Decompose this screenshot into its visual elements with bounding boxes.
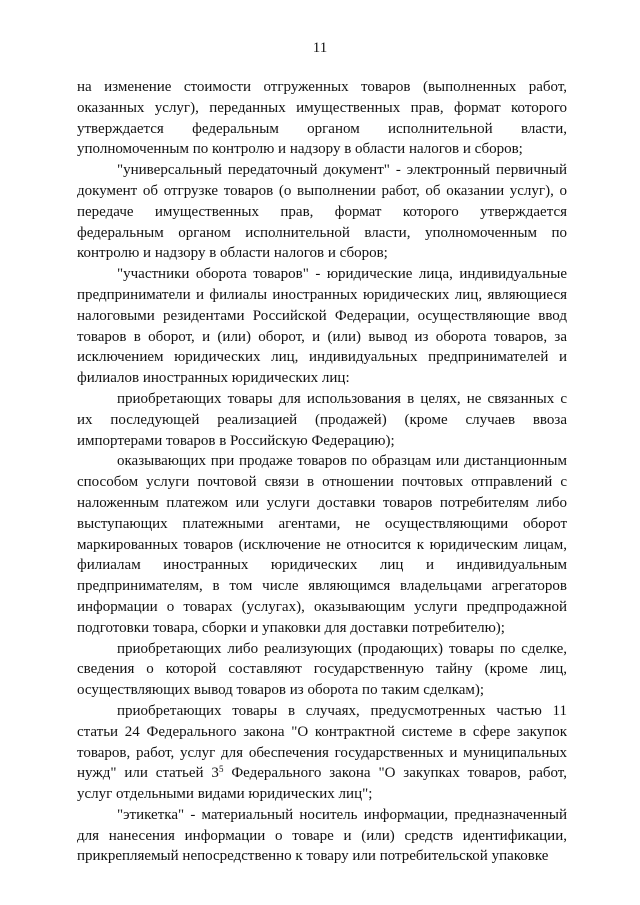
procurement-text-end: Федерального закона "О закупках товаров, работ, услуг отдельными видами юридических лиц";: [77, 765, 567, 803]
paragraph-label-definition: "этикетка" - материальный носитель информации, предназначенный для нанесения информации о товаре и (или) средств идентификации, прикрепляемый непосредственно к товару или потребительской упаковке: [77, 806, 567, 865]
paragraph-goods-turnover-participants: "участники оборота товаров" - юридические лица, индивидуальные предприниматели и филиалы иностранных юридических лиц, являющиеся налоговыми резидентами Российской Федерации, осуществляющие ввод товаров в оборот, и (или) оборот, и (или) вывод из оборота товаров, за исключением юридических лиц, индивидуальных предпринимателей и филиалов иностранных юридических лиц:: [77, 266, 567, 387]
paragraph-exception-state-secret: приобретающих либо реализующих (продающих) товары по сделке, сведения о которой составляют государственную тайну (кроме лиц, осуществляющих вывод товаров из оборота по таким сделкам);: [77, 640, 567, 699]
procurement-text-start: приобретающих товары в случаях, предусмотренных частью 11 статьи 24 Федерального закона "О контрактной системе в сфере закупок товаров, работ, услуг для обеспечения государственных и муниципальных нужд" или статьей 3: [77, 702, 567, 782]
paragraph-exception-own-use: приобретающих товары для использования в целях, не связанных с их последующей реализацией (продажей) (кроме случаев ввоза импортерами товаров в Российскую Федерацию);: [77, 390, 567, 449]
page-number: 11: [312, 40, 328, 56]
paragraph-exception-procurement: [77, 701, 567, 805]
document-body: [77, 77, 567, 867]
article-superscript: 5: [218, 764, 224, 775]
paragraph-universal-transfer-document: "универсальный передаточный документ" - электронный первичный документ об отгрузке товаров (о выполнении работ, об оказании услуг), о передаче имущественных прав, формат которого утверждается федеральным органом исполнительной власти, уполномоченным по контролю и надзору в области налогов и сборов;: [77, 162, 567, 262]
paragraph-continuation: на изменение стоимости отгруженных товаров (выполненных работ, оказанных услуг), переданных имущественных прав, формат которого утверждается федеральным органом исполнительной власти, уполномоченным по контролю и надзору в области налогов и сборов;: [77, 79, 567, 158]
paragraph-exception-postal-delivery: оказывающих при продаже товаров по образцам или дистанционным способом услуги почтовой связи в отношении почтовых отправлений с наложенным платежом или услуги доставки товаров потребителям либо выступающих платежными агентами, не осуществляющими оборот маркированных товаров (исключение не относится к юридическим лицам, филиалам иностранных юридических лиц и индивидуальным предпринимателям, в том числе являющимся владельцами агрегаторов информации о товарах (услугах), оказывающим услуги предпродажной подготовки товара, сборки и упаковки для доставки потребителю);: [77, 453, 567, 636]
